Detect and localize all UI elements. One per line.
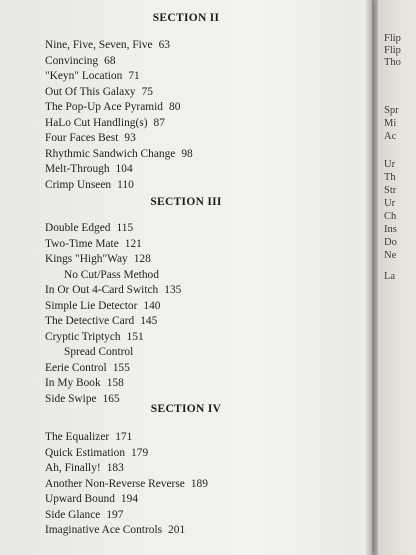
toc-entry-page: 145 [140,315,158,327]
right-page-fragment: Ac [384,131,397,142]
right-page [378,0,416,555]
toc-entry [45,162,193,178]
right-page-fragment: Ne [384,250,397,261]
toc-entry [45,508,208,524]
toc-entry-page: 87 [153,116,165,129]
toc-entry [45,252,181,268]
toc-entry-title: Simple Lie Detector [45,299,138,312]
toc-entry-title: Crimp Unseen [45,178,112,191]
toc-section-4 [45,430,208,539]
toc-entry-title: "Keyn" Location [45,70,123,82]
toc-entry-title: The Detective Card [45,315,135,327]
right-page-fragment: Str [384,185,397,196]
toc-entry-page: 171 [115,431,133,443]
right-page-fragment: Ur [384,198,396,209]
toc-entry-page: 155 [112,361,130,374]
toc-entry [45,430,208,446]
toc-entry [45,38,193,54]
toc-entry [45,330,181,346]
toc-entry [45,492,208,508]
toc-entry-page: 135 [164,284,182,296]
toc-entry-page: 151 [126,330,144,343]
toc-entry [45,85,193,101]
toc-entry-title: Eerie Control [45,361,107,374]
toc-entry-title: Ah, Finally! [45,462,101,474]
toc-entry-title: Four Faces Best [45,132,119,144]
toc-entry-page: 110 [117,178,134,191]
toc-entry-title: Imaginative Ace Controls [45,524,163,536]
toc-entry [45,477,208,493]
toc-entry-page: 158 [106,377,124,389]
right-page-fragment: Ur [384,159,396,170]
toc-entry-page: 197 [106,508,124,521]
toc-section-2 [45,38,193,193]
toc-entry-page: 183 [106,462,124,474]
toc-entry-page: 194 [120,493,139,505]
toc-entry-title: Side Swipe [45,392,97,405]
toc-entry-page: 104 [115,163,133,175]
toc-entry-page: 201 [168,524,186,536]
right-page-fragment: La [384,271,396,282]
toc-entry-page: 98 [181,147,193,160]
toc-entry-title: Upward Bound [45,493,115,505]
toc-entry [45,131,193,147]
toc-entry-page: 63 [158,39,170,51]
toc-entry [45,361,181,377]
toc-entry [45,116,193,132]
toc-entry-title: HaLo Cut Handling(s) [45,116,148,129]
toc-entry [45,461,208,477]
toc-entry [45,345,181,361]
toc-entry-title: Double Edged [45,222,111,234]
toc-entry [45,147,193,163]
toc-entry-page: 71 [128,70,140,82]
toc-entry-title: No Cut/Pass Method [64,268,159,281]
right-page-fragment: Th [384,172,396,183]
section-heading: SECTION IV [150,403,222,415]
right-page-fragment: Do [384,237,397,248]
right-page-fragment: Ins [384,224,397,235]
toc-entry [45,268,181,284]
toc-entry-title: Out Of This Galaxy [45,85,136,98]
section-heading: SECTION III [150,196,222,208]
toc-entry [45,283,181,299]
toc-entry-page: 75 [141,85,153,98]
toc-entry-page: 165 [102,392,120,405]
right-page-fragment: Tho [384,57,401,68]
toc-entry-title: Another Non-Reverse Reverse [45,477,185,490]
toc-entry-title: Rhythmic Sandwich Change [45,147,176,160]
toc-entry-title: Nine, Five, Seven, Five [45,39,153,51]
toc-entry [45,54,193,70]
toc-entry [45,446,208,462]
toc-entry [45,69,193,85]
toc-entry-title: Side Glance [45,508,101,521]
right-page-fragment: Mi [384,118,397,129]
toc-entry-title: Convincing [45,54,99,67]
toc-entry [45,314,181,330]
toc-entry-page: 140 [143,299,161,312]
toc-entry-page: 93 [124,132,136,144]
toc-entry-title: Kings "High"Way [45,253,128,265]
toc-entry [45,237,181,253]
toc-entry-page: 68 [104,54,116,67]
right-page-fragment: Flip [384,45,401,56]
toc-entry-title: The Pop-Up Ace Pyramid [45,101,163,113]
toc-entry [45,178,193,194]
toc-entry-page: 80 [169,101,181,113]
toc-entry-title: Melt-Through [45,163,110,175]
toc-entry-page: 128 [133,253,151,265]
toc-entry-page: 189 [190,477,208,490]
toc-entry [45,100,193,116]
toc-entry-page: 121 [124,237,142,250]
right-page-fragment: Flip [384,33,401,44]
toc-entry-title: In Or Out 4-Card Switch [45,284,159,296]
toc-entry [45,523,208,539]
section-heading: SECTION II [152,12,220,24]
toc-entry-page: 115 [116,222,134,234]
toc-entry [45,376,181,392]
toc-entry [45,221,181,237]
right-page-fragment: Ch [384,211,397,222]
right-page-fragment: Spr [384,105,399,116]
toc-entry-title: Two-Time Mate [45,237,119,250]
toc-entry-title: The Equalizer [45,431,110,443]
toc-entry-title: Quick Estimation [45,446,126,459]
toc-entry-title: Cryptic Triptych [45,330,121,343]
toc-entry [45,299,181,315]
toc-entry-title: Spread Control [64,346,134,358]
toc-section-3 [45,221,181,407]
toc-entry-page: 179 [131,446,149,459]
toc-entry-title: In My Book [45,377,101,389]
